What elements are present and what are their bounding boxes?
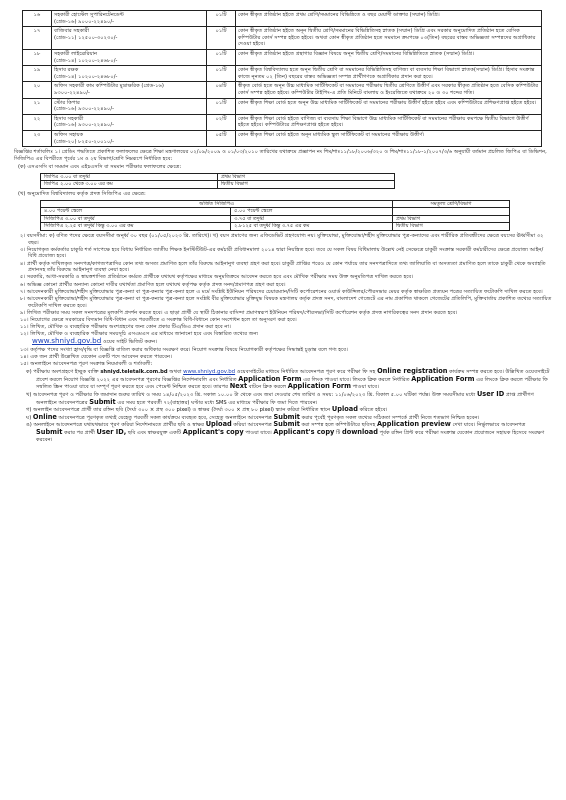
post-grade: ৯৩০০-২২৪৯০/- — [54, 89, 90, 96]
table-cell: সিজিপিএ ২.২৫ বা তদুর্ধ্ব কিন্তু ৩.০০ এর কম — [41, 223, 231, 231]
text: ঙ) অনলাইনে আবেদনপত্রে যথাযথভাবে পূরণ করিয়া নির্দেশনামতে প্রার্থীর ছবি ও স্বাক্ষর — [26, 422, 205, 429]
text: গ) অনলাইন আবেদনপত্রে প্রার্থী তার রঙ্গিন ছবি (দৈর্ঘ্য ৩০০ × প্রস্থ ৩০০ pixel) ও স্বাক্ষর (দৈর্ঘ্য ৩০০ × প্রস্থ ৮০ pixel) স্ক্যান করিয়া নির্ধারিত স্থানে — [26, 407, 331, 414]
table-row — [23, 27, 542, 50]
table-cell: ৪.০০ পয়েন্ট স্কেলে — [41, 208, 231, 216]
section-ka-heading: (ক) এসএসসি বা সমমান এবং এইচএসসি বা সমমান পরীক্ষার ফলাফলের ক্ষেত্রে: — [18, 164, 182, 171]
post-name: অফিস সহকারী কাম কম্পিউটার মুদ্রাক্ষরিক (গ্রেড-১৬) — [54, 83, 164, 90]
text: Application Form — [411, 374, 475, 383]
post-serial: ২১ — [23, 98, 52, 114]
condition-item: ২। বয়সসীমা: ক) বণিত পদের ক্ষেত্রে বয়সসীমা অনূর্ধ্ব ৩০ বছর (০১/০৫/২০২৩ খ্রি. তারিখে)। খ) বয়স প্রমাণের জন্য এফিডেভিট গ্রহণযোগ্য নয়। মুক্তিযোদ্ধা, মুক্তিযোদ্ধা/শহীদ মুক্তিযোদ্ধার পুত্র-কন্যাদের এবং শারীরিক প্রতিবন্ধীদের ক্ষেত্রে বয়সের ঊর্ধ্বসীমা ৩২ বছর। — [20, 233, 544, 246]
text: কার্যক্রম সম্পন্ন করতে হবে। উল্লিখিত ওয়েবসাইটে প্রবেশ করলে নিয়োগ বিজ্ঞপ্তি ২০২২ এর আবেদনপত্র পূরণের বিজ্ঞপ্তির নির্দেশনাবলি এবং নির্ধারিত — [36, 369, 550, 383]
table-cell: ৫.০০ পয়েন্ট স্কেলে — [231, 208, 393, 216]
text: পাওয়া যাবে। — [352, 384, 380, 391]
post-qualification: কোন স্বীকৃত প্রতিষ্ঠান হইতে গ্রন্থাগার বিজ্ঞান বিষয়ে অনূন দ্বিতীয় শ্রেণি/সমমানের বিভিন্নিতিতে স্নাতক (সম্মান) ডিগ্রি। — [236, 49, 542, 65]
text: করার পর প্রার্থী — [64, 429, 95, 436]
table-row — [41, 223, 510, 231]
post-qualification: কোন স্বীকৃত শিক্ষা বোর্ড হইতে বাণিজ্য বা ব্যবসায় শিক্ষা বিভাগে উচ্চ মাধ্যমিক সার্টিফিকেট বা সমমানের পরীক্ষায় কমপক্ষে দ্বিতীয় বিভাগে উত্তীর্ণ হইতে হইবে। কম্পিউটারে প্রশিক্ষণপ্রাপ্ত হইতে হইবে। — [236, 114, 542, 130]
table-cell: সিজিপিএ ৩.০০ বা তদুর্ধ্ব — [41, 215, 231, 223]
website-link[interactable]: www.shniyd.gov.bd — [183, 369, 236, 376]
condition-item: ১০। নিয়োগের ক্ষেত্রে সরকারের বিদ্যমান বিধি-বিধান এবং পরবর্তীতে এ সংক্রান্ত বিধি-বিধানে কোন সংশোধন হলে তা অনুসরণ করা হবে। — [20, 316, 297, 323]
post-serial: ২০ — [23, 82, 52, 98]
table-header: অর্জিত সিজিপিএ — [41, 200, 393, 208]
text: Submit — [273, 420, 300, 429]
website-link[interactable]: www.shniyd.gov.bd — [32, 336, 102, 346]
post-qualification: কোন স্বীকৃত প্রতিষ্ঠান হইতে প্রথম শ্রেণি/সমমানের বিভিন্নিতে ও বছর মেয়াদী ডাক্তার (সম্মান) ডিগ্রি। — [236, 11, 542, 27]
condition-item: ৬। অভিজ্ঞ কোনো প্রার্থীর অন্যান্য কোনো দাবীর যথার্থতা প্রমাণিত হলে যথাযথ কর্তৃপক্ষ কর্তৃক প্রদত্ত সনদ/প্রমাণপত্র গ্রহণ করা হবে। — [20, 281, 286, 288]
condition-item: ১১। লিখিত, মৌখিক ও ব্যবহারিক পরীক্ষায় অংশগ্রহণের জন্য কোন প্রকার টিএ/ডিএ প্রদান করা হবে না। — [20, 324, 231, 331]
text: আবেদনপত্রে পূরণকৃত তথ্যই যেহেতু পরবর্তী সকল কার্যক্রমে ব্যবহৃত হবে, সেহেতু অনলাইনে আবেদনপত্র — [58, 414, 272, 421]
post-serial: ২২ — [23, 114, 52, 130]
post-name-cell — [52, 49, 207, 65]
text: Submit — [89, 397, 116, 406]
post-qualification: কোন স্বীকৃত শিক্ষা বোর্ড হইতে অনূন মাধ্যমিক স্কুল সার্টিফিকেট বা সমমানের পরীক্ষায় উত্তীর্ণ। — [236, 130, 542, 146]
post-name: হিসাব সহকারী — [54, 115, 84, 122]
text: অথবা — [169, 369, 182, 376]
text: Applicant's copy — [273, 427, 335, 436]
condition-item: ১৫। অনলাইনে আবেদনপত্র পূরণ সংক্রান্ত নিয়মাবলী ও শর্তাবলী: — [20, 361, 153, 368]
website-tail: ওয়েব সাইট ভিজিট করুন। — [102, 339, 158, 346]
post-qualification: স্বীকৃত বোর্ড হতে অনূন উচ্চ মাধ্যমিক সার্টিফিকেট বা সমমানের পরীক্ষায় দ্বিতীয় শ্রেণিতে উত্তীর্ণ এবং সরকার স্বীকৃত প্রতিষ্ঠান হতে বেসিক কম্পিউটার কোর্স সম্পন্ন হইতে হইবে। কম্পিউটার টাইপিং-এ প্রতি মিনিটে বাংলায় ও ইংরেজিতে যথাক্রমে ২০ ও ৩০ শব্দের গতি। — [236, 82, 542, 98]
text: করা সম্পন্ন হলে কম্পিউটারে ছবিসহ — [301, 422, 376, 429]
text: Application Form — [287, 382, 351, 391]
post-grade: (গ্রেড-১৬) ৯৩০০-২২৪৯০/- — [54, 106, 114, 113]
post-qualification: কোন স্বীকৃত বিশ্ববিদ্যালয় হতে অনূন দ্বিতীয় শ্রেণি বা সমমানের বিভিন্নিতিসহ বাণিজ্য বা ব্যবসায় শিক্ষা বিভাগে স্নাতক(সম্মান) ডিগ্রি। হিসাব সংক্রান্ত কাজে নূনতম ০২ (তিন) বছরের বাস্তব অভিজ্ঞতা সম্পন্ন প্রার্থীগণকে অগ্রাধিকার প্রদান করা হবে। — [236, 66, 542, 82]
text: পাওয়া যাবে। — [245, 429, 272, 436]
gpa-table — [40, 173, 395, 189]
table-row — [23, 82, 542, 98]
text: Online — [32, 412, 57, 421]
post-grade: (গ্রেড-১৪) ১০২০০-২৪৬৮০/- — [54, 57, 118, 64]
text: ওয়েবসাইটের মাধ্যমে নির্ধারিত আবেদনপত্র পূরণ করে পরীক্ষা ফি সহ — [236, 369, 376, 376]
website-line — [14, 338, 552, 346]
post-serial: ১৮ — [23, 49, 52, 65]
text: খ) আবেদনপত্র পূরণ ও পরীক্ষার ফি জমাদান শুরুর তারিখ ও সময় ১৪/০৫/২০২৩ খ্রি. সকাল ১০.০০ টা থেকে এবং জমা দেওয়ার শেষ তারিখ ও সময়: ১১/০৬/২০২৩ খ্রি. বিকাল ৫.০০ ঘটিকা পর্যন্ত। উক্ত সময়সীমার মধ্যে — [26, 392, 476, 398]
table-row — [41, 200, 510, 208]
text: করার পূর্বেই পূরণকৃত সকল তথ্যের সঠিকতা সম্পর্কে প্রার্থী নিজে শতভাগ নিশ্চিত হবেন। — [301, 414, 480, 421]
text: Application Form — [238, 374, 302, 383]
table-cell: দ্বিতীয় বিভাগ — [393, 223, 510, 231]
text: ক) পরীক্ষায় অংশগ্রহণে ইচ্ছুক ব্যক্তি — [26, 369, 99, 376]
text: এর সময় হতে পরবর্তী ৭২(বাহাত্তর) ঘণ্টার মধ্যে SMS এর মাধ্যমে পরীক্ষার ফি জমা দিতে পারবেন। — [117, 399, 318, 406]
table-header: সমতূল্য শ্রেণি/বিভাগ — [393, 200, 510, 208]
text: Upload — [331, 405, 358, 414]
post-name-cell — [52, 130, 207, 146]
condition-item: ১৩। কর্তৃপক্ষ পদের সংখ্যা হ্রাস/বৃদ্ধি বা বিজ্ঞপ্তি বাতিল করার অধিকার সংরক্ষণ করে। নিয়োগ সংক্রান্ত বিষয়ে নিয়োগকারী কর্তৃপক্ষের সিদ্ধান্তই চূড়ান্ত বলে গণ্য হবে। — [20, 346, 348, 353]
table-row — [41, 173, 395, 181]
text: দেখা যাবে। নির্ভুলভাবে আবেদনপত্র — [452, 422, 526, 429]
text: ছবি এবং স্বাক্ষরযুক্ত একটি — [127, 429, 182, 436]
post-count: ০১টি — [207, 11, 236, 27]
online-rule-ka — [14, 368, 552, 391]
table-cell — [393, 208, 510, 216]
text: Upload — [205, 420, 232, 429]
table-row — [41, 208, 510, 216]
table-cell: প্রথম বিভাগ — [218, 173, 395, 181]
table-row — [23, 114, 542, 130]
post-grade: (গ্রেড-১৬) ৯০০০-২২৪৯০/- — [54, 18, 114, 25]
conditions-list — [14, 233, 552, 338]
conditions-intro: বিজ্ঞপ্তির শর্তাবলিঃ ১। গ্রেডিং পদ্ধতিতে প্রকাশিত ফলাফলের ক্ষেত্রে শিক্ষা মন্ত্রণালয়ের ০২/০৯/২০০৯ ও ০১/০৩/২০১০ তারিখের যথাক্রমে প্রজ্ঞাপন নং শিম/শাঃ১১/১৮/২০০৬/৩২০ ও শিম/শাঃ১১/১৮-১/২০০৭/৩/৬ অনুযায়ী বর্তমান প্রচলিত জিপিএ বা ডিভিশন, সিজিপিএ এর বিপরীতে পূর্বের ১ম ও ২য় বিভাগ/শ্রেণি নিম্নরূপে নির্ধারিত হবে: — [14, 149, 547, 162]
post-name-cell — [52, 27, 207, 50]
condition-item: ১৪। এক জন প্রার্থী উল্লেখিত যেকোন একটি পদে আবেদন করতে পারবেন। — [20, 353, 172, 360]
text: Next — [229, 382, 248, 391]
text: করিতে হইবে। — [359, 407, 388, 414]
text: এর লিংকে ক্লিক করলে পরীক্ষার ফি সম্বলিত স্ক্রিন পাওয়া যাবে যা সম্পূর্ণ পূরণ করতে হবে এবং পেমেন্ট নিশ্চিত করতে হবে। তারপর — [36, 376, 548, 391]
table-row — [23, 11, 542, 27]
table-cell: ২.৮১২৫ বা তদুর্ধ্ব কিন্তু ৩.৭৫ এর কম — [231, 223, 393, 231]
post-count: ০১টি — [207, 66, 236, 82]
table-row — [23, 98, 542, 114]
text: টি — [336, 429, 341, 436]
posts-table — [22, 10, 542, 147]
table-cell: দ্বিতীয় বিভাগ — [218, 181, 395, 189]
post-name: বাজিবার সহকারী — [54, 28, 90, 35]
post-name-cell — [52, 66, 207, 82]
text: Submit — [273, 412, 300, 421]
post-grade: (গ্রেড-১৪) ১০২০০-২৪৬৮০/- — [54, 73, 118, 80]
post-count: ০১টি — [207, 49, 236, 65]
post-name: সহকারী হোস্টেল সুপারিনটেনডেন্ট — [54, 12, 124, 18]
text: পূর্বক রঙ্গিন প্রিন্ট করে পরীক্ষা সংক্রান্ত যেকোন প্রয়োজনে সহায়ক হিসেবে সংরক্ষণ করবেন। — [36, 429, 545, 443]
post-qualification: কোন স্বীকৃত শিক্ষা বোর্ড হতে অনূন উচ্চ মাধ্যমিক সার্টিফিকেট বা সমমানের পরীক্ষায় উত্তীর্ণ হইতে হইবে এবং কম্পিউটারে প্রশিক্ষণপ্রাপ্ত হইতে হইবে। — [236, 98, 542, 114]
text: Applicant's copy — [182, 427, 244, 436]
post-name: সহকারী লাইব্রেরিয়ান — [54, 50, 98, 57]
table-row — [41, 215, 510, 223]
post-name-cell — [52, 114, 207, 130]
text: download — [341, 427, 378, 436]
condition-item: ৯। লিখিত পরীক্ষার সময় সকল সনদপত্রের মূলকপি প্রদর্শন করতে হবে। এ ছাড়া প্রার্থী যে স্থায়ী ঠিকানার বাসিন্দা প্রমাণস্বরূপ ইউনিয়ন পরিষদ/পৌরসভা/সিটি কর্পোরেশন কর্তৃক প্রদত্ত নাগরিকত্বের সনদ প্রদান করতে হবে। — [20, 309, 458, 316]
post-name: স্টোর কিপার — [54, 99, 80, 106]
post-count: ০১টি — [207, 98, 236, 114]
post-serial: ১৯ — [23, 66, 52, 82]
post-name: হিসাব রক্ষক — [54, 67, 79, 74]
text: এর লিংক পাওয়া যাবে। লিংকে ক্লিক করলে নির্ধারিত — [303, 376, 410, 383]
post-grade: (গ্রেড-১১) ১২৫০০-৩০২৩০/- — [54, 34, 118, 41]
text: প্রাপ্ত প্রার্থীগণ অনলাইনে আবেদনপত্রের — [36, 392, 534, 406]
table-cell: ৩.৭৫ বা তদুর্ধ্ব — [231, 215, 393, 223]
text: User ID, — [96, 427, 127, 436]
text: Online registration — [377, 367, 448, 376]
condition-item: ৮। আবেদনকারী মুক্তিযোদ্ধা/শহীদ মুক্তিযোদ্ধার পুত্র-কন্যা বা পুত্র-কন্যার পুত্র-কন্যা হলে সংশ্লিষ্ট বীর মুক্তিযোদ্ধার মুক্তিযুদ্ধ বিষয়ক মন্ত্রণালয় কর্তৃক প্রদত্ত সনদ, বাংলাদেশ গেজেটে এর নাম প্রকাশিত থাকলে গেজেটের প্রতিলিপি, মুক্তিবার্তায় প্রকাশিত তথ্যের সত্যায়িত ফটোকপি দাখিল করতে হবে। — [20, 295, 552, 309]
post-count: ০৪টি — [207, 82, 236, 98]
condition-item: ১২। লিখিত, মৌখিক ও ব্যবহারিক পরীক্ষার সময়সূচি এসএমএস এর মাধ্যমে জানানো হবে এবং বিস্তারিত তথ্যের জন্য — [20, 331, 258, 338]
text: Submit — [36, 427, 63, 436]
condition-item: ৭। আবেদনকারী মুক্তিযোদ্ধা/শহীদ মুক্তিযোদ্ধার পুত্র-কন্যা বা পুত্র-কন্যার পুত্র-কন্যা হলে এ মর্মে সংশ্লিষ্ট ইউনিয়ন পরিষদের চেয়ারম্যান/সিটি কর্পোরেশনের ওয়ার্ড কাউন্সিলর/পৌরসভার মেয়র কর্তৃক স্বাক্ষরিত প্রত্যয়ন পত্রের সত্যায়িত ফটোকপি দাখিল করতে হবে। — [20, 288, 543, 295]
table-row — [23, 49, 542, 65]
condition-item: ৫। সরকারি, আধা-সরকারি ও স্বায়ত্তশাসিত প্রতিষ্ঠানে কর্মরত প্রার্থীকে যথাযথ কর্তৃপক্ষের মাধ্যমে অনুমতিক্রমে আবেদন করতে হবে এবং মৌখিক পরীক্ষার সময় উক্ত অনুমতিপত্র দাখিল করতে হবে। — [20, 274, 414, 281]
post-count: ০২টি — [207, 114, 236, 130]
post-qualification: কোন স্বীকৃত প্রতিষ্ঠান হইতে অনূন দ্বিতীয় শ্রেণি/সমমানের বিভিন্নিতিসহ স্নাতক (সম্মান) ডিগ্রি এবং সরকার অনুমোদিত প্রতিষ্ঠান হতে বেসিক কম্পিউটার কোর্স সম্পন্ন হইতে হইবে। অথবা কোন স্বীকৃত প্রতিষ্ঠান হতে সমমানে ক্রমপক্ষে ০৩(তিন) বছরের বাস্তব অভিজ্ঞতা সম্পন্নদের অগ্রাধিকার দেওয়া হইবে। — [236, 27, 542, 50]
text: ঘ) — [26, 414, 32, 421]
text: Application preview — [376, 420, 451, 429]
post-grade: (গ্রেড-১৬) ৯৩০০-২২৪৯০/- — [54, 122, 114, 129]
post-name-cell — [52, 82, 207, 98]
online-rule-umo — [14, 421, 552, 443]
table-row — [23, 66, 542, 82]
table-cell: জিপিএ ২.০০ থেকে ৩.০০ এর কম — [41, 181, 218, 189]
text: বাটনে ক্লিক করলে — [248, 384, 287, 391]
post-count: ০৫টি — [207, 130, 236, 146]
condition-item: ৩। নিয়োগকৃত কর্মকর্তার চাকুরি শর্ত সাপেক্ষে হবে বিধায় নির্ধারিত জাতীয় শিক্ষক ইনস্টিটিউট-এর কর্মচারী প্রবিধানমালা ২০১৪ দ্বারা নিয়ন্ত্রিত হবে। তবে যে সকল বিষয় বিধিমালায় উল্লেখ নেই সেক্ষেত্রে চাকুরী সংক্রান্ত সরকারী কর্মচারীদের ক্ষেত্রে প্রযোজ্য আইন/বিধি প্রযোজ্য হবে। — [20, 246, 544, 260]
post-name: অফিস সহায়ক — [54, 131, 84, 138]
table-cell: জিপিএ ৩.০০ বা তদুর্ধ্ব — [41, 173, 218, 181]
post-name-cell — [52, 11, 207, 27]
online-rule-kha — [14, 391, 552, 406]
table-row — [23, 130, 542, 146]
table-cell: প্রথম বিভাগ — [393, 215, 510, 223]
text: User ID — [476, 390, 505, 398]
post-count: ০১টি — [207, 27, 236, 50]
degree-table — [40, 200, 510, 231]
section-kha-heading: (খ) অনুমোদিত বিশ্ববিদ্যালয় কর্তৃক প্রদত্ত সিজিপিএ এর ক্ষেত্রে: — [18, 191, 146, 198]
post-serial: ২৩ — [23, 130, 52, 146]
post-grade: (গ্রেড-২০) ৮২৫০-২০০১০/- — [54, 138, 114, 145]
teletalk-link[interactable]: shniyd.teletalk.com.bd — [100, 369, 168, 376]
table-row — [41, 181, 395, 189]
post-name-cell — [52, 98, 207, 114]
text: করিয়া আবেদনপত্র — [233, 422, 272, 429]
post-serial: ১৬ — [23, 11, 52, 27]
condition-item: ৪। প্রার্থী কর্তৃক দাখিলকৃত সনদপত্র/কাগজপত্রাদির কোন তথ্য অসত্য প্রমাণিত হলে তাঁর বিরুদ্ধে আইনানুগ ব্যবস্থা গ্রহণ করা হবে। চাকুরী প্রাপ্তির পরেও যে কোন পর্যায়ে তার সনদপত্রাদিতে তথ্য জালিয়াতি বা অসত্যতা প্রমাণিত হলে তাকে চাকুরী থেকে অব্যাহতি প্রদানসহ তাঁর বিরুদ্ধে আইনানুগ ব্যবস্থা নেয়া হবে। — [20, 260, 546, 274]
conditions-list-2 — [14, 347, 552, 368]
post-serial: ১৭ — [23, 27, 52, 50]
